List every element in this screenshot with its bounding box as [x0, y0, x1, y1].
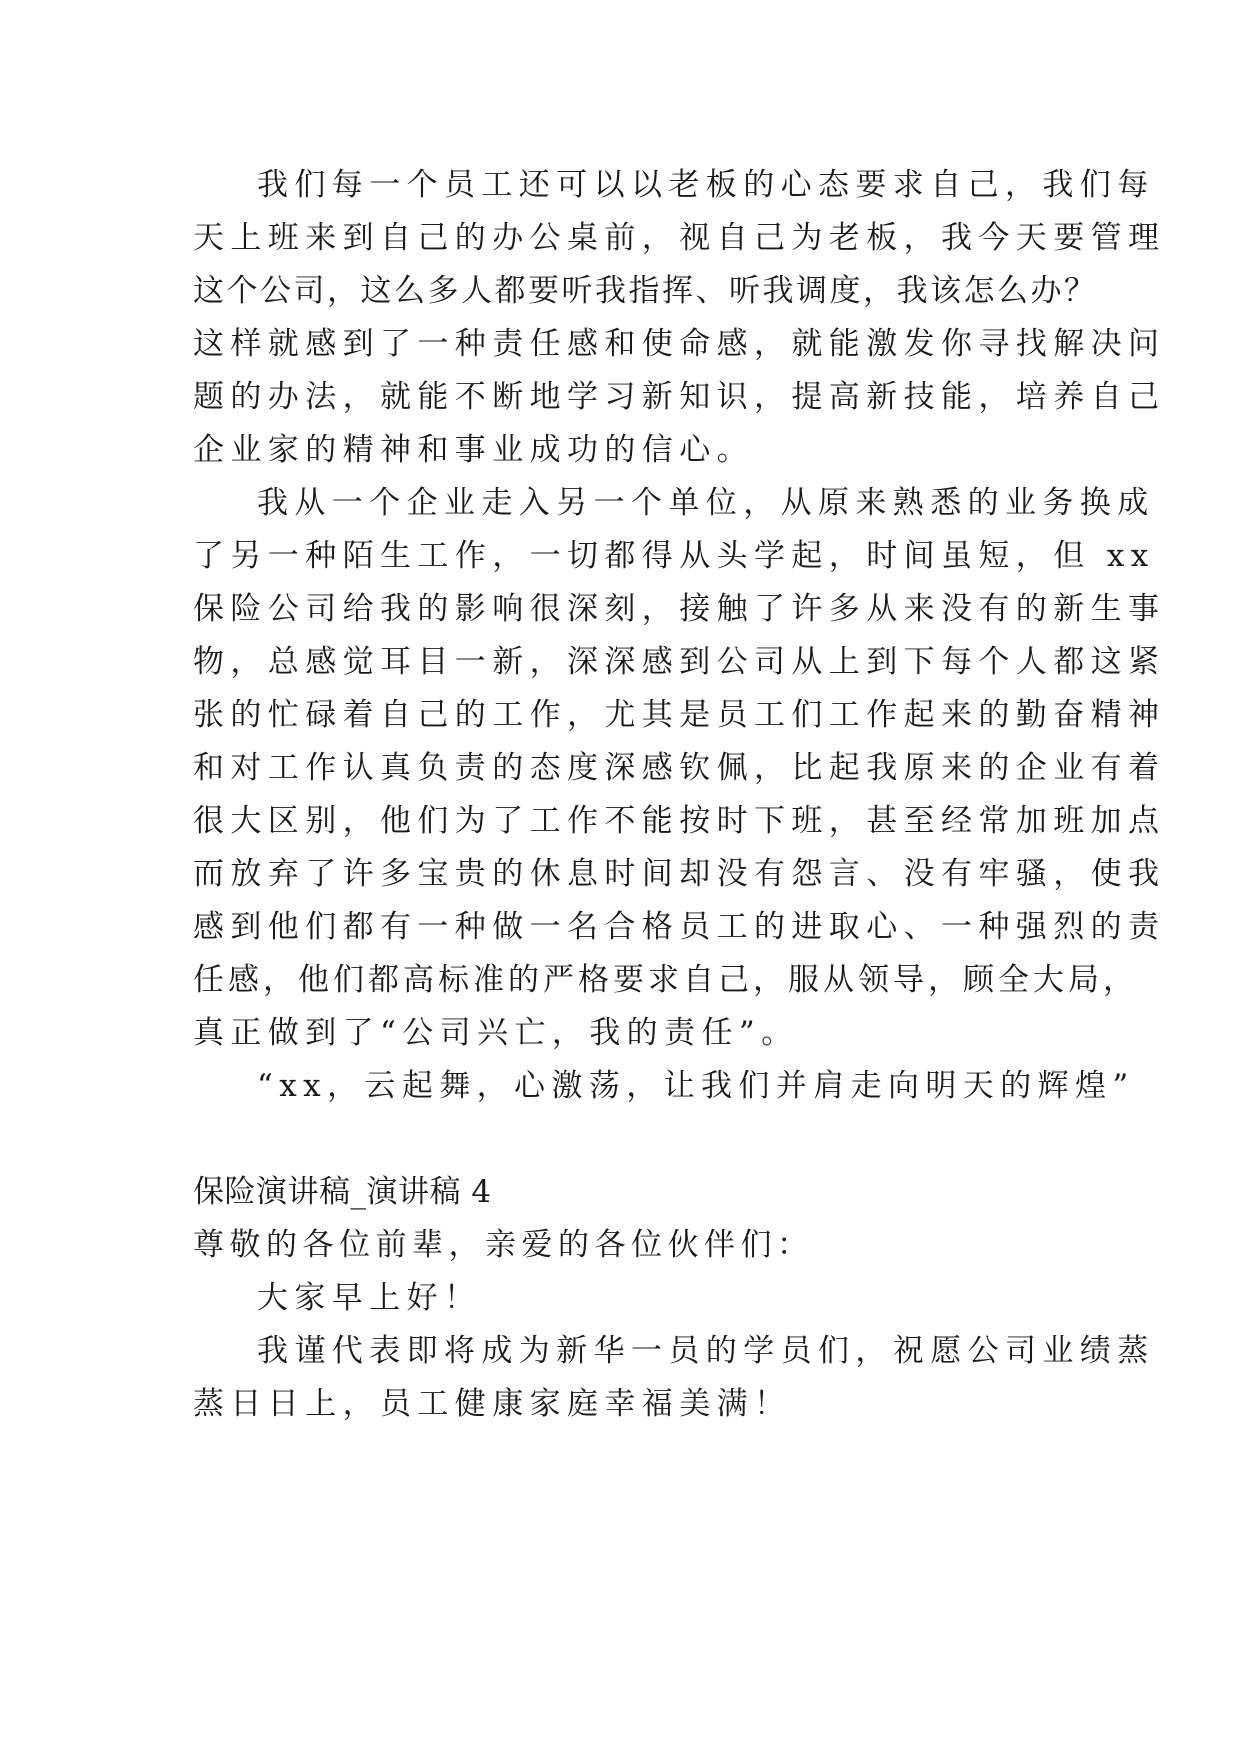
- paragraph-2-line-8: 而放弃了许多宝贵的休息时间却没有怨言、没有牢骚，使我: [193, 856, 1166, 892]
- closing-quote: “xx，云起舞，心激荡，让我们并肩走向明天的辉煌”: [257, 1068, 1135, 1104]
- paragraph-2-line-11: 真正做到了“公司兴亡，我的责任”。: [193, 1015, 799, 1051]
- paragraph-2-line-9: 感到他们都有一种做一名合格员工的进取心、一种强烈的责: [193, 909, 1166, 945]
- paragraph-1-line-2: 天上班来到自己的办公桌前，视自己为老板，我今天要管理: [193, 220, 1166, 256]
- paragraph-1-line-3: 这个公司，这么多人都要听我指挥、听我调度，我该怎么办？: [193, 273, 1098, 309]
- paragraph-2-line-3: 保险公司给我的影响很深刻，接触了许多从来没有的新生事: [193, 591, 1166, 627]
- paragraph-2-line-6: 和对工作认真负责的态度深感钦佩，比起我原来的企业有着: [193, 750, 1166, 786]
- greeting: 大家早上好！: [257, 1280, 482, 1316]
- paragraph-2-line-10: 任感，他们都高标准的严格要求自己，服从领导，顾全大局，: [193, 962, 1138, 998]
- closing-paragraph-line-1: 我谨代表即将成为新华一员的学员们，祝愿公司业绩蒸: [257, 1333, 1155, 1369]
- paragraph-1-line-4: 这样就感到了一种责任感和使命感，就能激发你寻找解决问: [193, 326, 1166, 362]
- paragraph-2-line-2: 了另一种陌生工作，一切都得从头学起，时间虽短，但 xx: [193, 538, 1155, 574]
- paragraph-1-line-6: 企业家的精神和事业成功的信心。: [193, 432, 754, 468]
- salutation: 尊敬的各位前辈，亲爱的各位伙伴们：: [193, 1227, 814, 1263]
- paragraph-2-line-7: 很大区别，他们为了工作不能按时下班，甚至经常加班加点: [193, 803, 1166, 839]
- closing-paragraph-line-2: 蒸日日上，员工健康家庭幸福美满！: [193, 1386, 792, 1422]
- paragraph-1-line-1: 我们每一个员工还可以以老板的心态要求自己，我们每: [257, 167, 1155, 203]
- paragraph-2-line-4: 物，总感觉耳目一新，深深感到公司从上到下每个人都这紧: [193, 644, 1166, 680]
- paragraph-2-line-1: 我从一个企业走入另一个单位，从原来熟悉的业务换成: [257, 485, 1155, 521]
- section-heading: 保险演讲稿_演讲稿 4: [193, 1174, 492, 1210]
- paragraph-2-line-5: 张的忙碌着自己的工作，尤其是员工们工作起来的勤奋精神: [193, 697, 1166, 733]
- paragraph-1-line-5: 题的办法，就能不断地学习新知识，提高新技能，培养自己: [193, 379, 1166, 415]
